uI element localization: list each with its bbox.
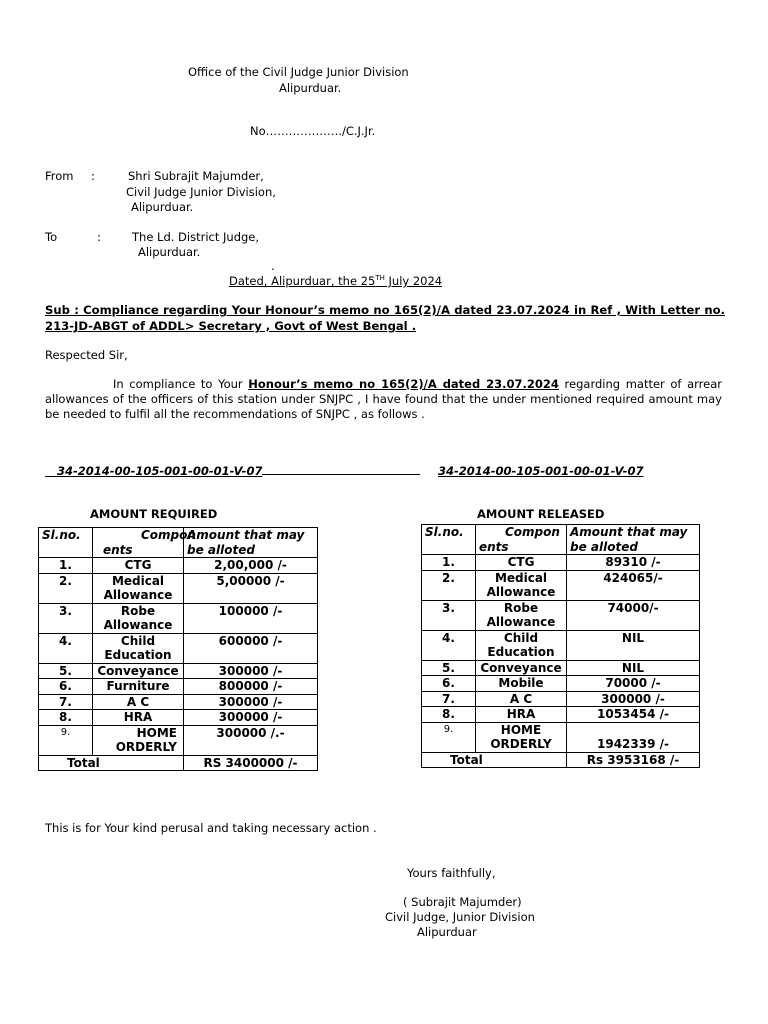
cell-sl: 3. [39, 603, 93, 633]
from-line-2: Civil Judge Junior Division, [126, 185, 276, 199]
table-row [422, 600, 700, 630]
table-row [422, 570, 700, 600]
table-row [39, 573, 318, 603]
cell-amount: NIL [567, 660, 700, 676]
office-place: Alipurduar. [279, 81, 342, 95]
cell-comp: CTG [476, 555, 567, 571]
cell-comp: Conveyance [476, 660, 567, 676]
cell-comp: Furniture [93, 679, 184, 695]
subject-line: Sub : Compliance regarding Your Honour’s memo no 165(2)/A dated 23.07.2024 in Ref , With Letter no. 213-JD-ABGT of ADDL> Secretary , Govt of West Bengal . [45, 303, 725, 333]
cell-amount: 74000/- [567, 600, 700, 630]
cell-comp: Mobile [476, 676, 567, 692]
table-row [422, 676, 700, 692]
cell-sl: 3. [422, 600, 476, 630]
cell-sl: 1. [39, 558, 93, 574]
salutation: Respected Sir, [45, 348, 128, 362]
cell-comp: Conveyance [93, 663, 184, 679]
cell-comp: HOME ORDERLY [93, 725, 184, 755]
cell-sl: 6. [422, 676, 476, 692]
cell-amount: 300000 /- [567, 691, 700, 707]
table-row [422, 691, 700, 707]
required-title: AMOUNT REQUIRED [90, 507, 218, 521]
cell-amount: 300000 /- [184, 694, 318, 710]
cell-sl: 8. [422, 707, 476, 723]
cell-sl: 7. [422, 691, 476, 707]
table-row [422, 660, 700, 676]
cell-sl: 2. [39, 573, 93, 603]
table-row [422, 707, 700, 723]
cell-comp: Robe Allowance [93, 603, 184, 633]
cell-comp: A C [476, 691, 567, 707]
total-value: RS 3400000 /- [184, 755, 318, 771]
table-row [39, 558, 318, 574]
table-row [39, 725, 318, 755]
yours-faithfully: Yours faithfully, [407, 866, 496, 880]
cell-amount: NIL [567, 630, 700, 660]
cell-amount: 1053454 /- [567, 707, 700, 723]
office-title: Office of the Civil Judge Junior Division [188, 65, 409, 79]
released-title: AMOUNT RELEASED [477, 507, 605, 521]
cell-sl: 4. [422, 630, 476, 660]
table-row [39, 663, 318, 679]
cell-comp: Medical Allowance [476, 570, 567, 600]
cell-comp: HRA [476, 707, 567, 723]
cell-amount: 1942339 /- [567, 722, 700, 752]
cell-amount: 2,00,000 /- [184, 558, 318, 574]
header-amount: Amount that may be alloted [184, 528, 318, 558]
table-row [39, 710, 318, 726]
cell-sl: 5. [422, 660, 476, 676]
table-total-row [39, 755, 318, 771]
table-total-row [422, 752, 700, 768]
cell-amount: 89310 /- [567, 555, 700, 571]
cell-sl: 1. [422, 555, 476, 571]
budget-head-right: 34-2014-00-105-001-00-01-V-07 [438, 464, 644, 478]
cell-amount: 800000 /- [184, 679, 318, 695]
table-row [39, 633, 318, 663]
total-label: Total [422, 752, 567, 768]
from-label: From [45, 169, 74, 183]
cell-amount: 424065/- [567, 570, 700, 600]
cell-amount: 600000 /- [184, 633, 318, 663]
table-row [422, 555, 700, 571]
cell-sl: 9. [39, 725, 93, 755]
to-line-2: Alipurduar. [138, 245, 201, 259]
header-components: Compon ents [476, 525, 567, 555]
header-amount: Amount that may be alloted [567, 525, 700, 555]
cell-comp: Child Education [93, 633, 184, 663]
header-slno: Sl.no. [422, 525, 476, 555]
table-row [39, 679, 318, 695]
table-row [39, 694, 318, 710]
letter-number: No………………../C.J.Jr. [250, 124, 376, 138]
from-line-1: Shri Subrajit Majumder, [128, 169, 264, 183]
perusal-line: This is for Your kind perusal and taking necessary action . [45, 821, 377, 835]
body-paragraph: In compliance to Your Honour’s memo no 165(2)/A dated 23.07.2024 regarding matter of arrear allowances of the officers of this station under SNJPC , I have found that the under mentioned required amount may be needed to fulfil all the recommendations of SNJPC , as follows . [45, 377, 722, 421]
cell-sl: 9. [422, 722, 476, 752]
budget-head-left: 34-2014-00-105-001-00-01-V-07 [45, 464, 405, 478]
cell-sl: 5. [39, 663, 93, 679]
to-dot: . [271, 259, 275, 273]
cell-comp: CTG [93, 558, 184, 574]
cell-sl: 2. [422, 570, 476, 600]
cell-sl: 7. [39, 694, 93, 710]
table-row [422, 722, 700, 752]
table-row [422, 630, 700, 660]
cell-sl: 6. [39, 679, 93, 695]
signatory-designation: Civil Judge, Junior Division [385, 910, 535, 924]
from-colon: : [91, 169, 95, 183]
table-header-row [39, 528, 318, 558]
cell-comp: HRA [93, 710, 184, 726]
table-header-row [422, 525, 700, 555]
cell-sl: 8. [39, 710, 93, 726]
table-row [39, 603, 318, 633]
cell-amount: 5,00000 /- [184, 573, 318, 603]
cell-comp: Medical Allowance [93, 573, 184, 603]
header-slno: Sl.no. [39, 528, 93, 558]
total-value: Rs 3953168 /- [567, 752, 700, 768]
signatory-name: ( Subrajit Majumder) [403, 895, 522, 909]
cell-amount: 300000 /- [184, 663, 318, 679]
cell-comp: HOME ORDERLY [476, 722, 567, 752]
required-table [38, 527, 318, 771]
cell-amount: 300000 /- [184, 710, 318, 726]
signatory-place: Alipurduar [417, 925, 477, 939]
to-line-1: The Ld. District Judge, [132, 230, 260, 244]
cell-sl: 4. [39, 633, 93, 663]
cell-amount: 100000 /- [184, 603, 318, 633]
header-components: Compon ents [93, 528, 184, 558]
released-table [421, 524, 700, 768]
cell-comp: Robe Allowance [476, 600, 567, 630]
total-label: Total [39, 755, 184, 771]
cell-amount: 70000 /- [567, 676, 700, 692]
to-colon: : [97, 230, 101, 244]
from-line-3: Alipurduar. [131, 200, 194, 214]
cell-comp: A C [93, 694, 184, 710]
cell-amount: 300000 /.- [184, 725, 318, 755]
dated-line: Dated, Alipurduar, the 25TH July 2024 [229, 274, 443, 288]
to-label: To [45, 230, 58, 244]
cell-comp: Child Education [476, 630, 567, 660]
